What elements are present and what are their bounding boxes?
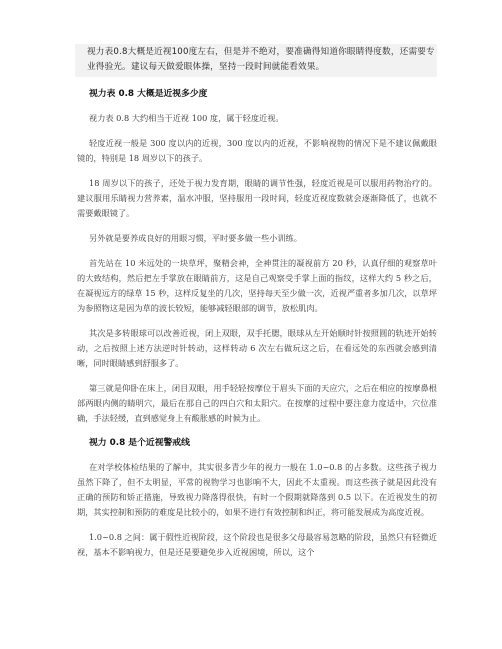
section-heading: 视力 0.8 是个近视警戒线: [89, 438, 190, 448]
paragraph: 首先站在 10 米远处的一块草坪，聚精会神，全神贯注的凝视前方 20 秒，认真仔细的观察草叶的大致结构，然后把左手掌放在眼睛前方，这是自己观察受手掌上面的指纹，这样大约 5 秒之后，在凝视远方的绿草 15 秒，这样反复坐的几次，坚持每天至少做一次，近视严重者多加几次，以草坪为参照物这是因为草的波长较短，能够减轻眼部的调节，放松肌肉。: [77, 258, 437, 313]
paragraph: 18 周岁以下的孩子，还处于视力发育期，眼睛的调节性强，轻度近视是可以服用药物治疗的。建议服用乐睛视力营养素，温水冲服，坚持服用一段时间，轻度近视度数就会逐渐降低了，也就不需要戴眼镜了。: [77, 178, 437, 218]
section-2: [77, 436, 437, 560]
section-1: [77, 87, 437, 426]
paragraph: 其次是多转眼球可以改善近视，闭上双眼，双手托腮，眼球从左开始顺时针按照圆的轨迹开始转动，之后按照上述方法逆时针转动，这样转动 6 次左右做玩这之后，在看远处的东西就会感到清晰，同时眼睛感到舒服多了。: [77, 328, 437, 368]
paragraph: 轻度近视一般是 300 度以内的近视，300 度以内的近视，不影响视物的情况下是不建议佩戴眼镜的，特别是 18 周岁以下的孩子。: [77, 138, 437, 163]
paragraph: 第三就是仰卧在床上，闭目双眼，用手轻轻按摩位于眉头下面的天应穴，之后在相应的按摩鼻根部两眼内侧的睛明穴，最后在那自己的四白穴和太阳穴。在按摩的过程中要注意力度适中，穴位准确，手法轻缓，直到感觉身上有酸胀感的时候为止。: [77, 383, 437, 423]
paragraph: 在对学校体检结果的了解中，其实很多青少年的视力一般在 1.0~0.8 的占多数。这些孩子视力虽然下降了，但不太明显，平常的视物学习也影响不大，因此不太重视。而这些孩子就是因此没有正确的预防和矫正措施，导致视力降落得很快，有时一个假期就降落到 0.5 以下。在近视发生的初期，其实控制和预防的难度是比较小的，如果不进行有效控制和纠正，将可能发展成为高度近视。: [77, 462, 437, 517]
paragraph: 另外就是要养成良好的用眼习惯，平时要多做一些小训练。: [89, 233, 302, 243]
paragraph: 1.0~0.8 之间：属于假性近视阶段，这个阶段也是很多父母最容易忽略的阶段，虽然只有轻微近视，基本不影响视力，但是还是要避免步入近视困境，所以，这个: [77, 532, 437, 557]
summary-box: 视力表0.8大概是近视100度左右，但是并不绝对，要准确得知道你眼睛得度数，还需要专业得验光。建议每天做爱眼体操，坚持一段时间就能看效果。: [75, 44, 437, 77]
document-page: [77, 44, 437, 570]
paragraph: 视力表 0.8 大约相当于近视 100 度，属于轻度近视。: [89, 113, 284, 123]
section-heading: 视力表 0.8 大概是近视多少度: [89, 89, 208, 99]
